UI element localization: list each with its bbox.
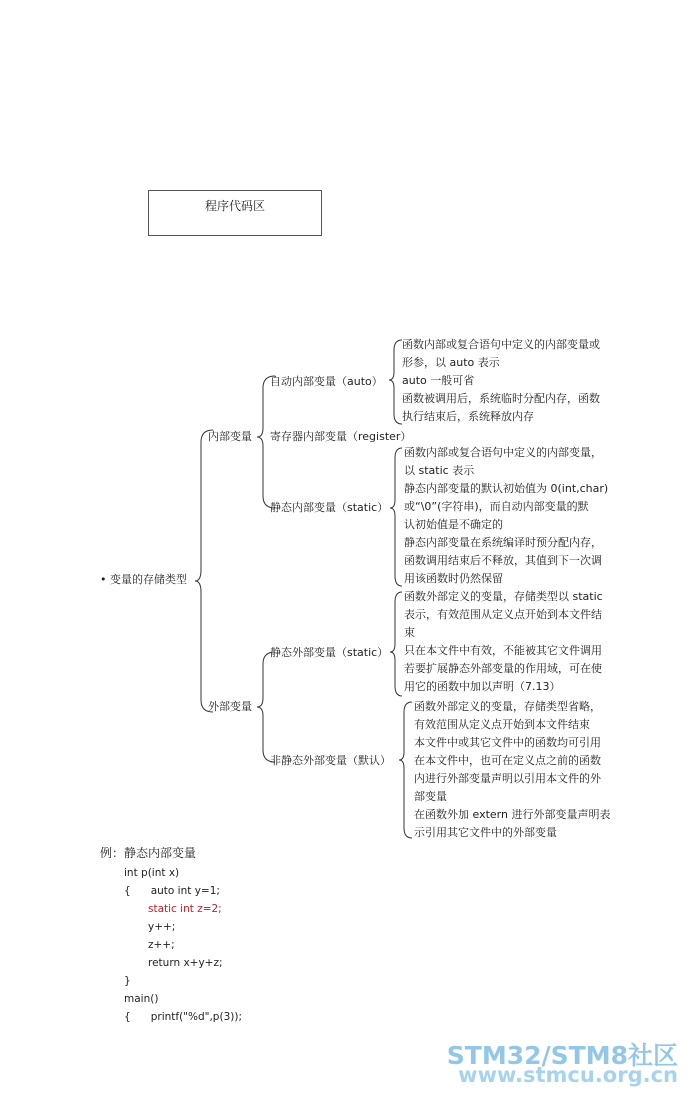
note-static-outer-line: 表示，有效范围从定义点开始到本文件结 bbox=[404, 608, 602, 621]
auto-label: 自动内部变量（auto） bbox=[270, 375, 383, 388]
code-line: z++; bbox=[148, 939, 175, 951]
note-static-inner-line: 静态内部变量在系统编译时预分配内存， bbox=[404, 536, 602, 549]
example-title: 例：静态内部变量 bbox=[100, 846, 197, 860]
non-static-outer-brace bbox=[399, 702, 412, 838]
note-static-outer-line: 若要扩展静态外部变量的作用域，可在使 bbox=[404, 662, 602, 675]
note-auto-line: 执行结束后，系统释放内存 bbox=[402, 410, 534, 423]
watermark-title: STM32/STM8社区 bbox=[446, 1041, 678, 1070]
code-line: { auto int y=1; bbox=[124, 885, 220, 897]
note-non-static-outer-line: 函数外部定义的变量，存储类型省略， bbox=[414, 700, 601, 713]
note-static-inner-line: 函数调用结束后不释放，其值到下一次调 bbox=[404, 554, 602, 567]
code-line: } bbox=[124, 975, 131, 987]
note-auto-line: 函数内部或复合语句中定义的内部变量或 bbox=[402, 338, 600, 351]
note-auto-line: 函数被调用后，系统临时分配内存，函数 bbox=[402, 392, 600, 405]
note-static-inner-line: 函数内部或复合语句中定义的内部变量， bbox=[404, 446, 602, 459]
note-static-inner-line: 静态内部变量的默认初始值为 0(int,char) bbox=[404, 482, 609, 495]
inner-variable-label: 内部变量 bbox=[208, 430, 252, 443]
note-auto-line: 形参，以 auto 表示 bbox=[402, 356, 500, 369]
code-line: int p(int x) bbox=[124, 867, 180, 879]
note-non-static-outer-line: 在本文件中，也可在定义点之前的函数 bbox=[414, 754, 601, 767]
note-non-static-outer-line: 本文件中或其它文件中的函数均可引用 bbox=[414, 736, 601, 749]
note-static-outer-line: 用它的函数中加以声明（7.13） bbox=[404, 680, 561, 693]
watermark-url: www.stmcu.org.cn bbox=[458, 1063, 678, 1087]
note-non-static-outer-line: 内进行外部变量声明以引用本文件的外 bbox=[414, 772, 601, 785]
static-outer-label: 静态外部变量（static） bbox=[270, 646, 389, 659]
code-area-label: 程序代码区 bbox=[204, 199, 265, 213]
note-non-static-outer-line: 在函数外加 extern 进行外部变量声明表 bbox=[414, 808, 611, 821]
code-line: main() bbox=[124, 993, 159, 1005]
non-static-outer-label: 非静态外部变量（默认） bbox=[270, 754, 391, 767]
outer-variable-label: 外部变量 bbox=[208, 700, 252, 713]
root-label: • 变量的存储类型 bbox=[100, 573, 187, 586]
register-label: 寄存器内部变量（register） bbox=[270, 430, 412, 443]
code-line: y++; bbox=[148, 921, 176, 933]
root-brace bbox=[195, 430, 213, 712]
code-line: return x+y+z; bbox=[148, 957, 223, 969]
note-static-outer-line: 束 bbox=[404, 626, 415, 639]
note-non-static-outer-line: 有效范围从定义点开始到本文件结束 bbox=[414, 718, 590, 731]
note-static-inner-line: 认初始值是不确定的 bbox=[404, 518, 503, 531]
note-static-inner-line: 用该函数时仍然保留 bbox=[404, 572, 503, 585]
note-auto-line: auto 一般可省 bbox=[402, 374, 475, 387]
note-static-inner-line: 以 static 表示 bbox=[404, 464, 475, 477]
note-non-static-outer-line: 部变量 bbox=[414, 790, 447, 803]
code-line: { printf("%d",p(3)); bbox=[124, 1011, 242, 1023]
auto-brace bbox=[389, 340, 402, 424]
outer-brace bbox=[257, 652, 275, 762]
note-static-outer-line: 只在本文件中有效，不能被其它文件调用 bbox=[404, 644, 602, 657]
static-inner-brace bbox=[390, 448, 402, 586]
code-line-highlighted: static int z=2; bbox=[148, 903, 222, 915]
note-non-static-outer-line: 示引用其它文件中的外部变量 bbox=[414, 826, 557, 839]
static-inner-label: 静态内部变量（static） bbox=[270, 501, 389, 514]
note-static-inner-line: 或“\0”(字符串)，而自动内部变量的默 bbox=[404, 500, 589, 513]
static-outer-brace bbox=[390, 592, 402, 696]
note-static-outer-line: 函数外部定义的变量，存储类型以 static bbox=[404, 590, 603, 603]
